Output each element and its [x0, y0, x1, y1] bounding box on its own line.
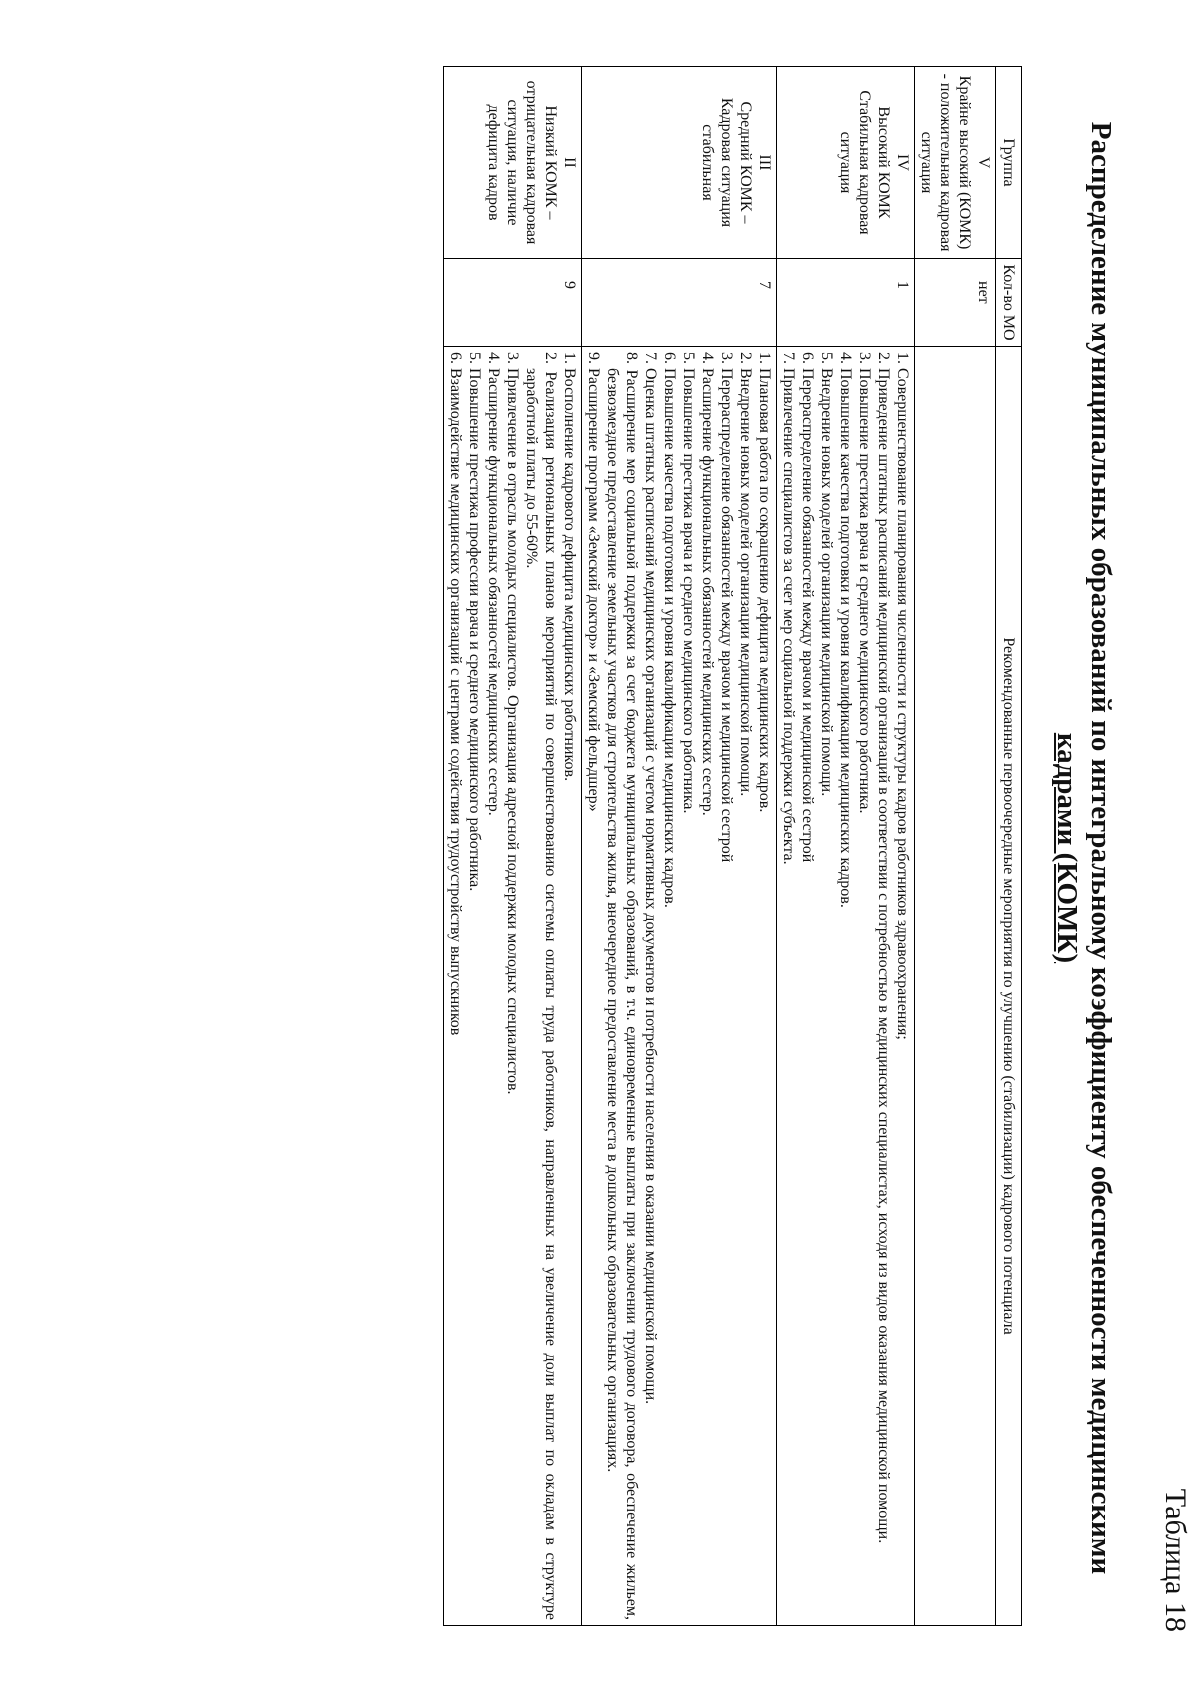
group-name: Крайне высокий (КОМК) - положительная кадровая ситуация — [918, 73, 973, 252]
measure-item: 5. Повышение престижа врача и среднего медицинского работника. — [680, 352, 697, 814]
title-line-1: Распределение муниципальных образований по интегральному коэффициенту обеспеченности медицинскими — [1085, 121, 1117, 1575]
measure-item: 1. Плановая работа по сокращению дефицита медицинских кадров. — [756, 352, 773, 813]
measure-item: 6. Повышение качества подготовки и уровня квалификации медицинских кадров. — [661, 352, 678, 908]
measure-item: 3. Повышение престижа врача и среднего медицинского работника. — [856, 352, 873, 814]
group-code: IV — [894, 154, 911, 171]
measure-item: 2. Приведение штатных расписаний медицинский организаций в соответствии с потребностью в медицинских специалистах, исходя из видов оказания медицинской помощи. — [875, 352, 892, 1544]
measure-item: 5. Повышение престижа профессии врача и среднего медицинского работника. — [466, 352, 483, 892]
measures-cell — [915, 347, 996, 1626]
count-cell: нет — [915, 259, 996, 347]
measure-item: 3. Привлечение в отрасль молодых специалистов. Организация адресной поддержки молодых специалистов. — [504, 352, 521, 1095]
table-caption: Таблица 18 — [1159, 1488, 1192, 1632]
header-count: Кол-во МО — [996, 259, 1022, 347]
group-code: V — [975, 156, 992, 169]
group-name: Средний КОМК – Кадровая ситуация стабильная — [699, 97, 754, 228]
measure-item: 7. Оценка штатных расписаний медицинских организаций с учетом нормативных документов и потребности населения в оказании медицинской помощи. — [642, 352, 659, 1405]
measures-cell — [777, 347, 915, 1626]
group-name: Высокий КОМК Стабильная кадровая ситуация — [837, 90, 892, 235]
measure-item: 1. Восполнение кадрового дефицита медицинских работников. — [561, 352, 578, 782]
document-title — [1050, 68, 1118, 1628]
table-row — [915, 67, 996, 1626]
group-cell — [582, 67, 777, 259]
group-code: II — [561, 157, 578, 168]
measure-item: 1. Совершенствование планирования численности и структуры кадров работников здравоохранения; — [894, 352, 911, 1040]
table-row — [444, 67, 582, 1626]
komk-distribution-table — [443, 66, 1022, 1626]
measures-list — [446, 352, 579, 1620]
table-header-row — [996, 67, 1022, 1626]
measure-item: 2. Реализация региональных планов мероприятий по совершенствованию системы оплаты труда работников, направленных на увеличение доли выплат по окладам в структуре заработной платы до 55-60%. — [523, 352, 559, 1620]
measure-item: 6. Перераспределение обязанностей между врачом и медицинской сестрой — [799, 352, 816, 863]
measures-list — [779, 352, 912, 1620]
count-cell: 9 — [444, 259, 582, 347]
measure-item: 7. Привлечение специалистов за счет мер социальной поддержки субъекта. — [780, 352, 797, 865]
measures-cell — [582, 347, 777, 1626]
group-cell — [444, 67, 582, 259]
measure-item: 2. Внедрение новых моделей организации медицинской помощи. — [737, 352, 754, 797]
measure-item: 4. Повышение качества подготовки и уровня квалификации медицинских кадров. — [837, 352, 854, 908]
measures-list — [584, 352, 774, 1620]
table-row — [777, 67, 915, 1626]
table-row — [582, 67, 777, 1626]
measure-item: 8. Расширение мер социальной поддержки за счет бюджета муниципальных образований, в т.ч. единовременные выплаты при заключении трудового договора, обеспечение жильем, безвозмездное предоставление земельных участков для строительства жилья, внеочередное предоставление места в дошкольных образовательных организациях. — [604, 352, 640, 1620]
measure-item: 9. Расширение программ «Земский доктор» и «Земский фельдшер» — [585, 352, 602, 812]
count-cell: 1 — [777, 259, 915, 347]
measure-item: 6. Взаимодействие медицинских организаций с центрами содействия трудоустройству выпускников — [447, 352, 464, 1036]
title-line-2: кадрами (КОМК) — [1051, 732, 1083, 964]
group-cell — [777, 67, 915, 259]
table-body — [444, 67, 996, 1626]
group-code: III — [756, 154, 773, 171]
measures-cell — [444, 347, 582, 1626]
measure-item: 4. Расширение функциональных обязанностей медицинских сестер. — [699, 352, 716, 816]
measure-item: 3. Перераспределение обязанностей между врачом и медицинской сестрой — [718, 352, 735, 863]
measure-item: 4. Расширение функциональных обязанностей медицинских сестер. — [485, 352, 502, 816]
measure-item: 5. Внедрение новых моделей организации медицинской помощи. — [818, 352, 835, 797]
header-measures: Рекомендованные первоочередные мероприятия по улучшению (стабилизации) кадрового потенциала — [996, 347, 1022, 1626]
group-name: Низкий КОМК – отрицательная кадровая ситуация, наличие дефицита кадров — [485, 80, 559, 245]
count-cell: 7 — [582, 259, 777, 347]
group-cell — [915, 67, 996, 259]
rotated-sheet — [170, 28, 1200, 1668]
header-group: Группа — [996, 67, 1022, 259]
